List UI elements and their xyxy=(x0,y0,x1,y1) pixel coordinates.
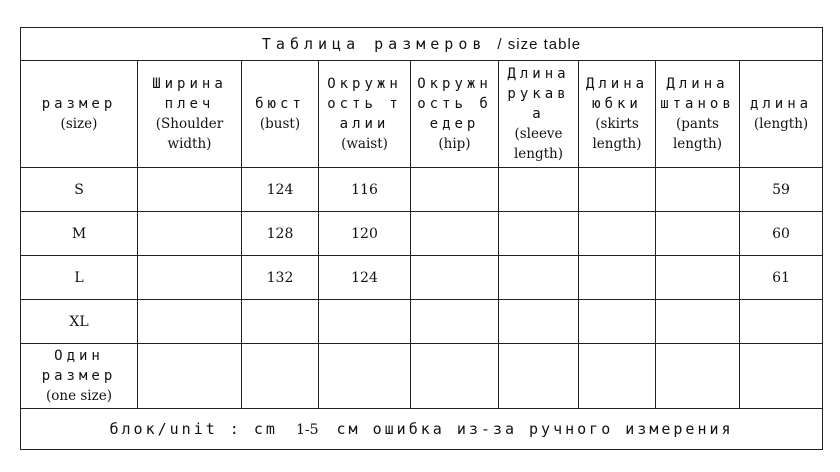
title-en: / size table xyxy=(497,36,582,53)
hip-cell xyxy=(411,300,499,344)
header-ru: Ширина плеч xyxy=(152,76,227,112)
skirt-cell xyxy=(579,256,656,300)
sleeve-cell xyxy=(499,168,579,212)
waist-cell xyxy=(319,344,411,409)
header-ru: Окружность бедер xyxy=(417,76,492,132)
table-row-one-size xyxy=(21,344,823,409)
header-length xyxy=(740,61,823,168)
size-table xyxy=(20,27,823,450)
footer-note: см ошибка из-за ручного измерения xyxy=(336,420,734,438)
one-size-en: (one size) xyxy=(46,388,112,404)
hip-cell xyxy=(411,344,499,409)
bust-cell: 132 xyxy=(242,256,319,300)
header-size xyxy=(21,61,138,168)
hip-cell xyxy=(411,168,499,212)
header-en: (size) xyxy=(60,116,98,132)
pants-cell xyxy=(656,168,740,212)
footer-range: 1-5 xyxy=(295,422,319,438)
skirt-cell xyxy=(579,300,656,344)
length-cell: 61 xyxy=(740,256,823,300)
sleeve-cell xyxy=(499,344,579,409)
length-cell: 60 xyxy=(740,212,823,256)
shoulder-cell xyxy=(138,344,242,409)
size-label: L xyxy=(21,256,138,300)
header-shoulder xyxy=(138,61,242,168)
header-en: (Shoulder width) xyxy=(155,116,224,152)
shoulder-cell xyxy=(138,168,242,212)
header-ru: Длина штанов xyxy=(660,76,735,112)
skirt-cell xyxy=(579,344,656,409)
waist-cell xyxy=(319,300,411,344)
header-row xyxy=(21,61,823,168)
length-cell xyxy=(740,344,823,409)
header-en: (skirts length) xyxy=(592,116,642,152)
header-pants xyxy=(656,61,740,168)
header-en: (hip) xyxy=(438,136,471,152)
sleeve-cell xyxy=(499,212,579,256)
skirt-cell xyxy=(579,168,656,212)
size-label: S xyxy=(21,168,138,212)
header-ru: Окружность талии xyxy=(327,76,402,132)
sleeve-cell xyxy=(499,300,579,344)
header-hip xyxy=(411,61,499,168)
header-sleeve xyxy=(499,61,579,168)
header-ru: Длина рукава xyxy=(507,66,570,122)
table-title xyxy=(21,28,823,61)
shoulder-cell xyxy=(138,256,242,300)
header-en: (bust) xyxy=(259,116,301,132)
header-en: (sleeve length) xyxy=(513,126,564,162)
sleeve-cell xyxy=(499,256,579,300)
table-row xyxy=(21,256,823,300)
footer-row xyxy=(21,409,823,450)
header-waist xyxy=(319,61,411,168)
hip-cell xyxy=(411,212,499,256)
length-cell: 59 xyxy=(740,168,823,212)
bust-cell xyxy=(242,300,319,344)
title-ru: Таблица размеров xyxy=(261,35,487,53)
header-ru: бюст xyxy=(255,96,305,112)
shoulder-cell xyxy=(138,212,242,256)
title-row xyxy=(21,28,823,61)
header-skirt xyxy=(579,61,656,168)
table-row xyxy=(21,300,823,344)
bust-cell: 124 xyxy=(242,168,319,212)
size-table-sheet xyxy=(20,27,822,453)
bust-cell xyxy=(242,344,319,409)
table-row xyxy=(21,212,823,256)
hip-cell xyxy=(411,256,499,300)
footer-unit: блок/unit : cm xyxy=(109,420,278,438)
shoulder-cell xyxy=(138,300,242,344)
header-en: (waist) xyxy=(341,136,388,152)
size-label: XL xyxy=(21,300,138,344)
waist-cell: 120 xyxy=(319,212,411,256)
header-ru: размер xyxy=(41,96,117,112)
pants-cell xyxy=(656,256,740,300)
length-cell xyxy=(740,300,823,344)
skirt-cell xyxy=(579,212,656,256)
bust-cell: 128 xyxy=(242,212,319,256)
header-bust xyxy=(242,61,319,168)
pants-cell xyxy=(656,344,740,409)
table-row xyxy=(21,168,823,212)
one-size-ru: Один размер xyxy=(41,348,117,384)
table-footer xyxy=(21,409,823,450)
one-size-label xyxy=(21,344,138,409)
header-ru: Длина юбки xyxy=(585,76,649,112)
header-en: (length) xyxy=(753,116,809,132)
waist-cell: 116 xyxy=(319,168,411,212)
waist-cell: 124 xyxy=(319,256,411,300)
header-ru: длина xyxy=(749,96,813,112)
header-en: (pants length) xyxy=(672,116,723,152)
size-label: M xyxy=(21,212,138,256)
pants-cell xyxy=(656,300,740,344)
pants-cell xyxy=(656,212,740,256)
